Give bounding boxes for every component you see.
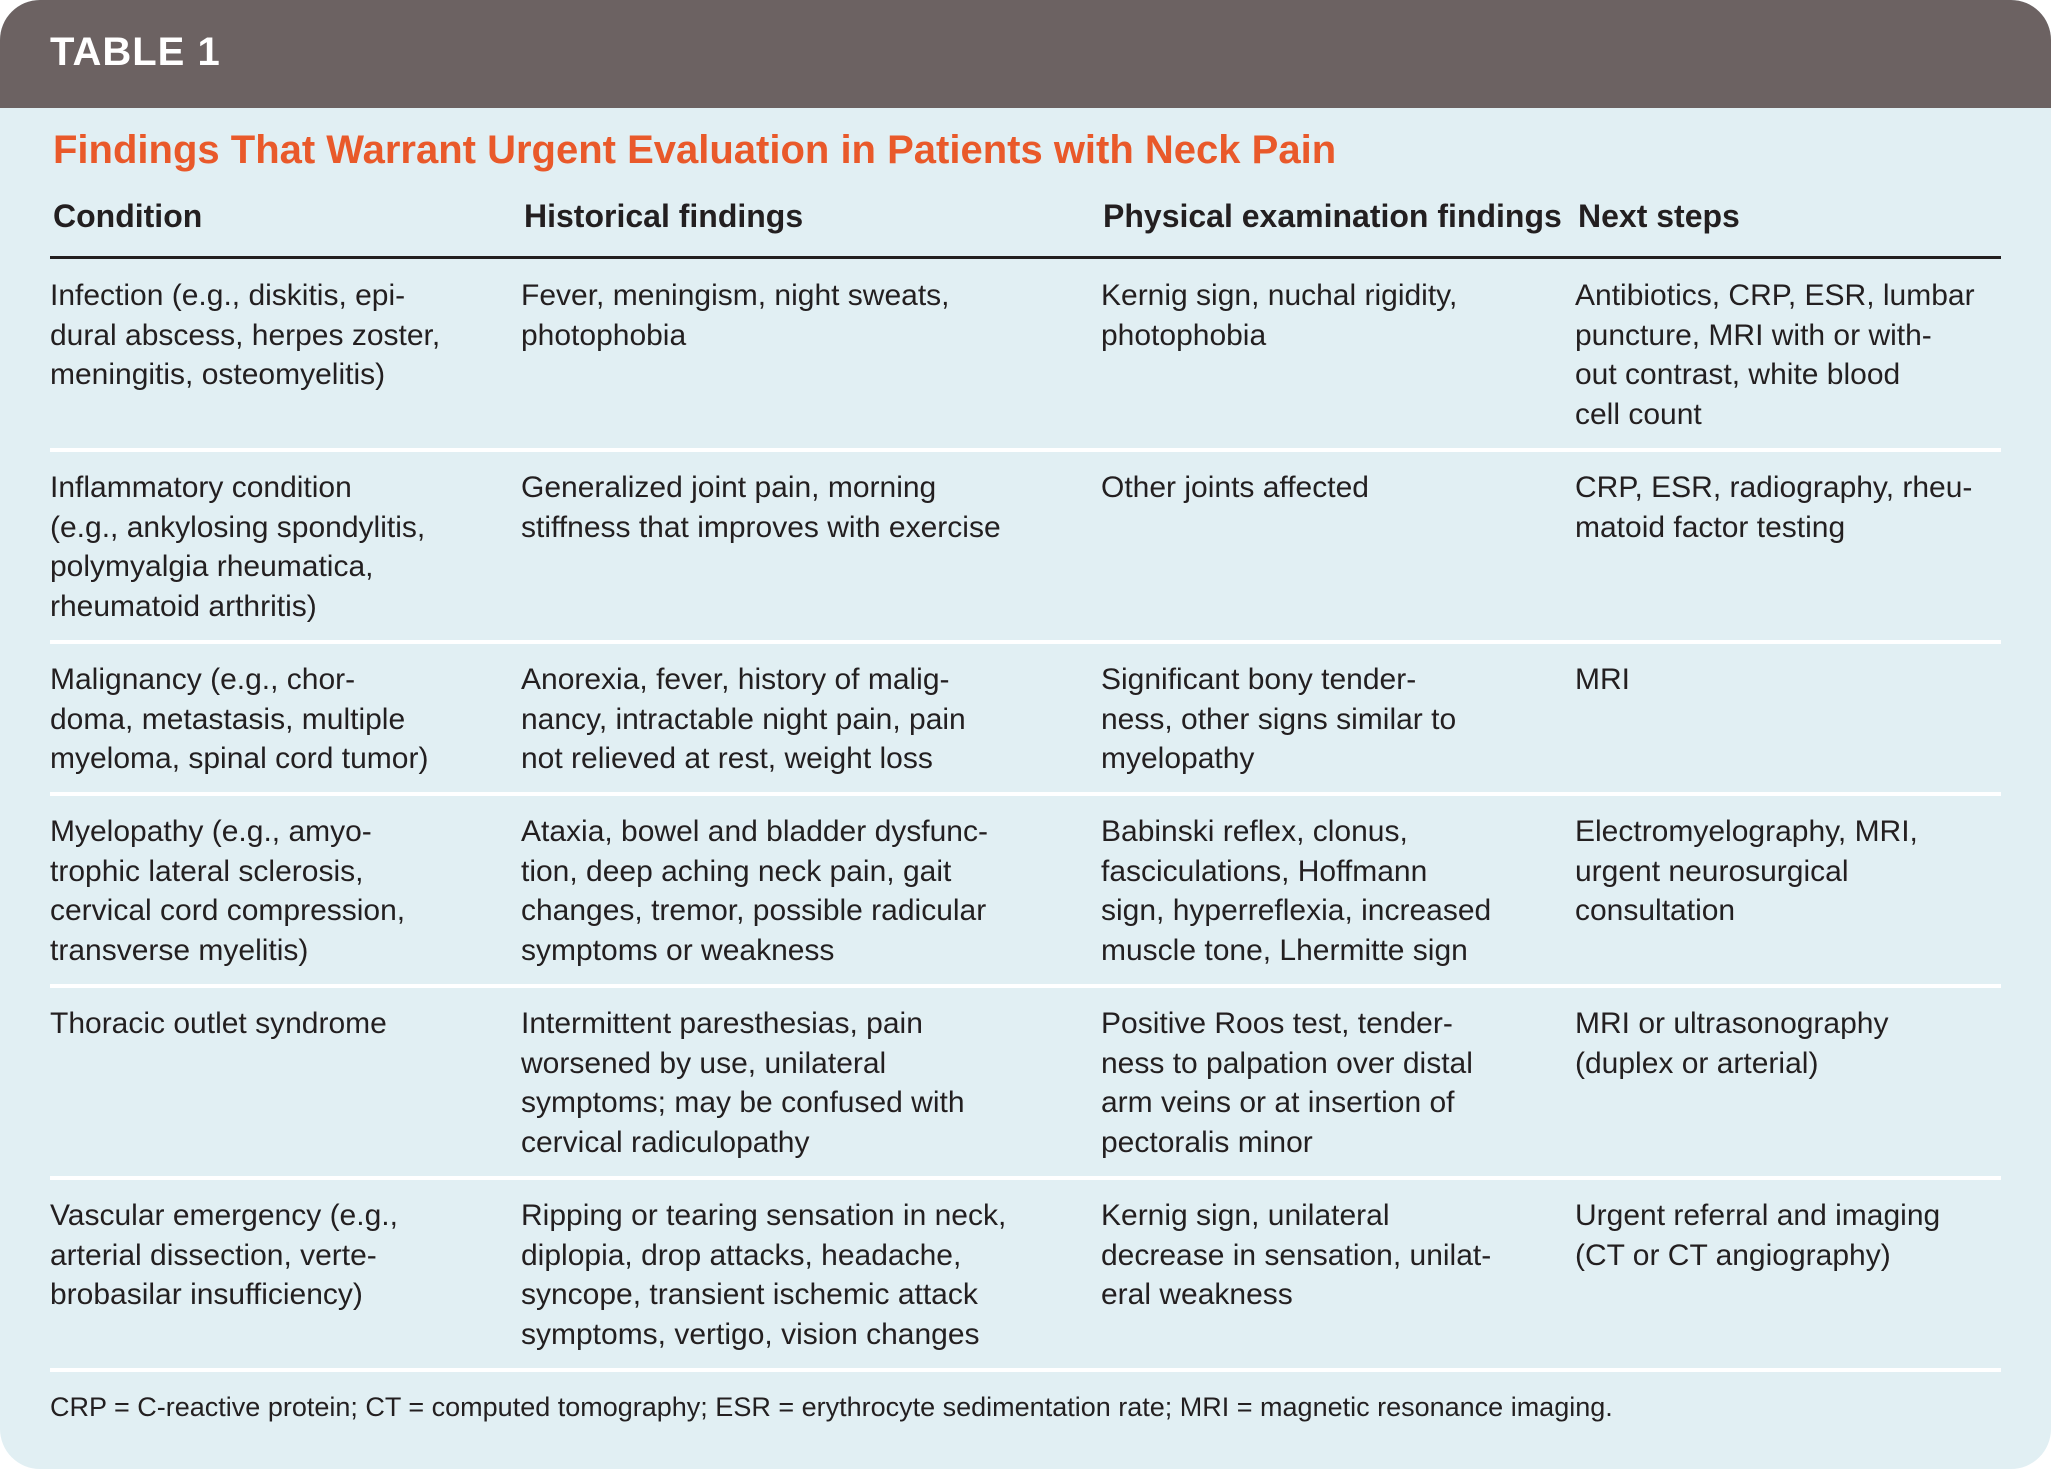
row-divider	[50, 448, 2001, 452]
row-2-condition: Inflammatory condition (e.g., ankylosing spondylitis, polymyalgia rheumatica, rheumatoid arthritis)	[50, 471, 426, 623]
row-2-physical: Other joints affected	[1101, 471, 1369, 504]
row-1-historical: Fever, meningism, night sweats, photophobia	[521, 279, 950, 352]
row-divider	[50, 1176, 2001, 1180]
row-4-condition: Myelopathy (e.g., amyo- trophic lateral sclerosis, cervical cord compression, transverse myelitis)	[50, 815, 406, 967]
row-3-historical: Anorexia, fever, history of malig- nancy, intractable night pain, pain not relieved at rest, weight loss	[521, 663, 966, 775]
row-6-next-steps: Urgent referral and imaging (CT or CT angiography)	[1575, 1199, 1941, 1272]
row-6-historical: Ripping or tearing sensation in neck, diplopia, drop attacks, headache, syncope, transient ischemic attack symptoms, vertigo, vision changes	[521, 1199, 1007, 1351]
column-header-physical: Physical examination findings	[1103, 198, 1562, 234]
row-1-physical: Kernig sign, nuchal rigidity, photophobia	[1101, 279, 1458, 352]
row-5-condition: Thoracic outlet syndrome	[50, 1007, 387, 1040]
header-divider	[50, 256, 2001, 259]
row-5-historical: Intermittent paresthesias, pain worsened by use, unilateral symptoms; may be confused with cervical radiculopathy	[521, 1007, 965, 1159]
row-6-condition: Vascular emergency (e.g., arterial dissection, verte- brobasilar insufficiency)	[50, 1199, 398, 1311]
row-1-next-steps: Antibiotics, CRP, ESR, lumbar puncture, MRI with or with- out contrast, white blood cell count	[1575, 279, 1975, 431]
row-3-next-steps: MRI	[1575, 663, 1630, 696]
row-divider	[50, 792, 2001, 796]
row-5-physical: Positive Roos test, tender- ness to palpation over distal arm veins or at insertion of pectoralis minor	[1101, 1007, 1473, 1159]
table-footnote: CRP = C-reactive protein; CT = computed tomography; ESR = erythrocyte sedimentation rate; MRI = magnetic resonance imaging.	[50, 1392, 1613, 1422]
table-header-bar	[0, 0, 2051, 108]
column-header-historical: Historical findings	[524, 198, 804, 234]
row-4-next-steps: Electromyelography, MRI, urgent neurosurgical consultation	[1575, 815, 1918, 927]
row-3-physical: Significant bony tender- ness, other signs similar to myelopathy	[1101, 663, 1457, 775]
row-divider	[50, 640, 2001, 644]
column-header-next-steps: Next steps	[1578, 198, 1740, 234]
table-number-label: TABLE 1	[50, 30, 221, 74]
row-4-historical: Ataxia, bowel and bladder dysfunc- tion, deep aching neck pain, gait changes, tremor, possible radicular symptoms or weakness	[521, 815, 988, 967]
row-6-physical: Kernig sign, unilateral decrease in sensation, unilat- eral weakness	[1101, 1199, 1492, 1311]
table-title: Findings That Warrant Urgent Evaluation in Patients with Neck Pain	[53, 128, 1337, 172]
table-bottom-divider	[50, 1368, 2001, 1372]
row-1-condition: Infection (e.g., diskitis, epi- dural abscess, herpes zoster, meningitis, osteomyelitis)	[50, 279, 441, 391]
row-2-next-steps: CRP, ESR, radiography, rheu- matoid factor testing	[1575, 471, 1973, 544]
row-5-next-steps: MRI or ultrasonography (duplex or arterial)	[1575, 1007, 1889, 1080]
row-divider	[50, 984, 2001, 988]
row-4-physical: Babinski reflex, clonus, fasciculations, Hoffmann sign, hyperreflexia, increased muscle tone, Lhermitte sign	[1101, 815, 1492, 967]
row-3-condition: Malignancy (e.g., chor- doma, metastasis, multiple myeloma, spinal cord tumor)	[50, 663, 429, 775]
column-header-condition: Condition	[53, 198, 203, 234]
row-2-historical: Generalized joint pain, morning stiffness that improves with exercise	[521, 471, 1001, 544]
